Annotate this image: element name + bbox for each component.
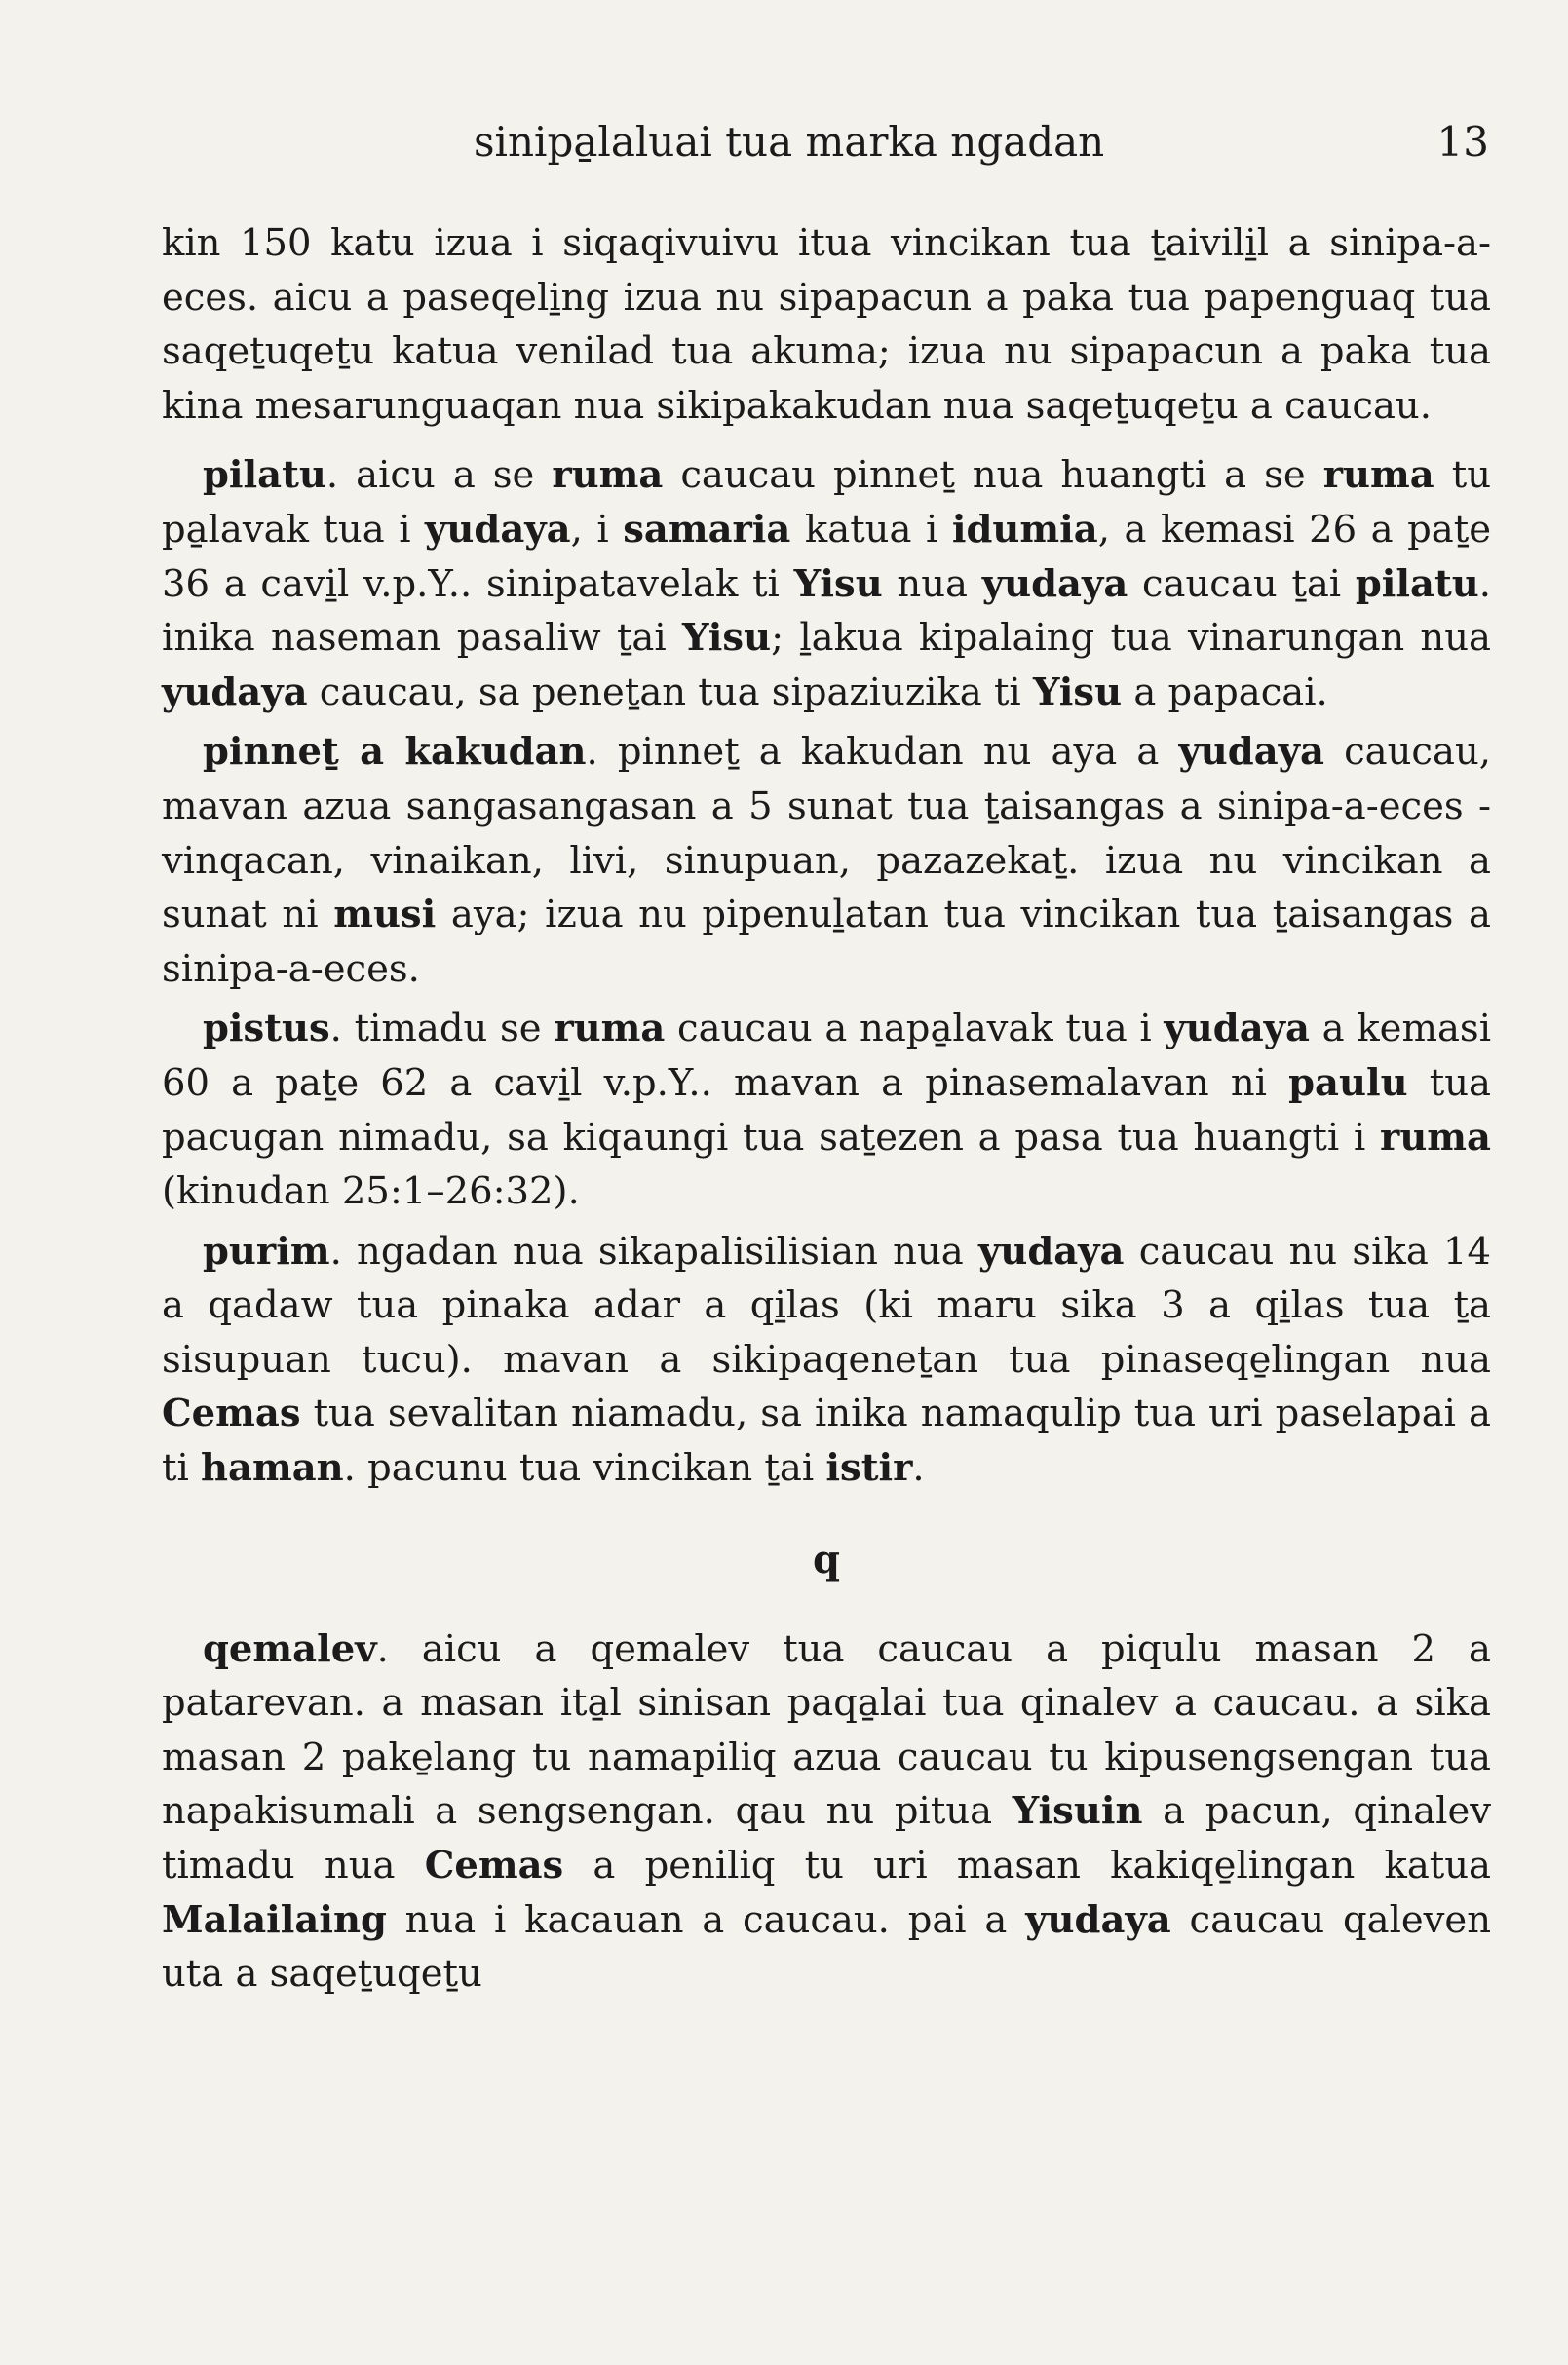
entry-text: caucau pinneṯ nua huangti a se: [663, 453, 1323, 498]
glossary-entry: [162, 448, 1491, 719]
entry-text: a kemasi 60 a paṯe 62 a cavi̱l v.p.Y.. mavan a pinasemalavan ni: [162, 1007, 1492, 1105]
entry-text: . timadu se: [329, 1007, 555, 1051]
entry-text: ; ḻakua kipalaing tua vinarungan nua: [771, 616, 1491, 661]
bold-term: Yisu: [681, 616, 772, 661]
bold-term: yudaya: [1025, 1897, 1171, 1942]
section-glossary-entries: [162, 1622, 1491, 2002]
entry-text: . aicu a qemalev tua caucau a piqulu masan 2 a patarevan. a masan ita̱l sinisan paqa̱lai tua qinalev a caucau. a sika masan 2 pake̱lang tu namapiliq azua caucau tu kipusengsengan tua napakisumali a sengsengan. qau nu pitua: [162, 1626, 1491, 1834]
bold-term: ruma: [1380, 1115, 1491, 1160]
entry-term: purim: [203, 1229, 330, 1274]
entry-term: pilatu: [203, 453, 326, 498]
entry-text: tua pacugan nimadu, sa kiqaungi tua saṯezen a pasa tua huangti i: [162, 1060, 1491, 1160]
entry-text: nua i kacauan a caucau. pai a: [386, 1897, 1026, 1942]
bold-term: haman: [201, 1446, 344, 1491]
page-header: [164, 115, 1489, 170]
entry-text: . aicu a se: [325, 453, 553, 498]
entry-text: a papacai.: [1122, 669, 1328, 714]
entry-text: caucau, sa peneṯan tua sipaziuzika ti: [307, 669, 1033, 714]
entry-text: (kinudan 25:1–26:32).: [162, 1169, 580, 1214]
entry-text: caucau nu sika 14 a qadaw tua pinaka adar a qi̱las (ki maru sika 3 a qi̱las tua ṯa sisupuan tucu). mavan a sikipaqeneṯan tua pinaseqe̱lingan nua: [162, 1229, 1491, 1382]
entry-text: , i: [570, 507, 624, 552]
bold-term: musi: [333, 893, 437, 937]
entry-text: caucau, mavan azua sangasangasan a 5 sunat tua ṯaisangas a sinipa-a-eces - vinqacan, vinaikan, livi, sinupuan, pazazekaṯ. izua nu vincikan a sunat ni: [162, 730, 1491, 937]
glossary-entry: [162, 725, 1491, 996]
entry-text: . ngadan nua sikapalisilisian nua: [329, 1229, 978, 1274]
entry-text: . pinneṯ a kakudan nu aya a: [586, 730, 1179, 775]
bold-term: yudaya: [977, 1229, 1125, 1274]
bold-term: istir: [825, 1446, 913, 1491]
bold-term: Yisu: [1032, 669, 1123, 714]
running-title: sinipa̱laluai tua marka ngadan: [474, 118, 1105, 166]
entry-text: , a kemasi 26 a paṯe 36 a cavi̱l v.p.Y.. sinipatavelak ti: [162, 507, 1492, 606]
bold-term: ruma: [554, 1007, 666, 1051]
glossary-entry: [162, 1622, 1491, 2002]
bold-term: yudaya: [162, 669, 308, 714]
entry-text: . inika naseman pasaliw ṯai: [162, 561, 1491, 661]
entry-text: aya; izua nu pipenuḻatan tua vincikan tua ṯaisangas a sinipa-a-eces.: [162, 893, 1492, 991]
entry-text: caucau ṯai: [1128, 561, 1356, 606]
page-number: 13: [1436, 118, 1489, 166]
glossary-entries: [162, 448, 1491, 1495]
bold-term: yudaya: [1178, 730, 1324, 775]
bold-term: samaria: [623, 507, 791, 552]
bold-term: pilatu: [1355, 561, 1479, 606]
bold-term: yudaya: [425, 507, 571, 552]
bold-term: Yisuin: [1012, 1789, 1143, 1834]
bold-term: Yisu: [793, 561, 883, 606]
bold-term: yudaya: [1164, 1007, 1310, 1051]
body-text: [162, 216, 1491, 2007]
entry-text: a peniliq tu uri masan kakiqe̱lingan katua: [563, 1844, 1491, 1888]
section-letter: q: [813, 1536, 840, 1583]
entry-text: .: [912, 1446, 925, 1491]
bold-term: Cemas: [162, 1392, 301, 1436]
glossary-entry: [162, 1225, 1491, 1496]
glossary-entry: [162, 1002, 1491, 1218]
entry-term: pinneṯ a kakudan: [203, 730, 587, 775]
entry-text: tua sevalitan niamadu, sa inika namaqulip tua uri paselapai a ti: [162, 1392, 1491, 1491]
bold-term: Cemas: [424, 1844, 564, 1888]
bold-term: ruma: [552, 453, 664, 498]
entry-text: . pacunu tua vincikan ṯai: [343, 1446, 826, 1491]
bold-term: yudaya: [981, 561, 1128, 606]
entry-text: katua i: [790, 507, 952, 552]
entry-term: qemalev: [203, 1626, 377, 1671]
bold-term: idumia: [951, 507, 1098, 552]
entry-text: a pacun, qinalev timadu nua: [162, 1789, 1491, 1888]
entry-text: nua: [882, 561, 982, 606]
bold-term: ruma: [1322, 453, 1434, 498]
entry-text: caucau a napa̱lavak tua i: [665, 1007, 1165, 1051]
bold-term: paulu: [1288, 1060, 1408, 1105]
bold-term: Malailaing: [162, 1897, 387, 1942]
entry-term: pistus: [203, 1007, 330, 1051]
entry-text: tu pa̱lavak tua i: [162, 453, 1491, 552]
entry-text: caucau qaleven uta a saqeṯuqeṯu: [162, 1897, 1491, 1997]
continuation-paragraph: kin 150 katu izua i siqaqivuivu itua vincikan tua ṯaivili̱l a sinipa-a-eces. aicu a paseqeli̱ng izua nu sipapacun a paka tua papenguaq tua saqeṯuqeṯu katua venilad tua akuma; izua nu sipapacun a paka tua kina mesarunguaqan nua sikipakakudan nua saqeṯuqeṯu a caucau.: [162, 221, 1491, 428]
